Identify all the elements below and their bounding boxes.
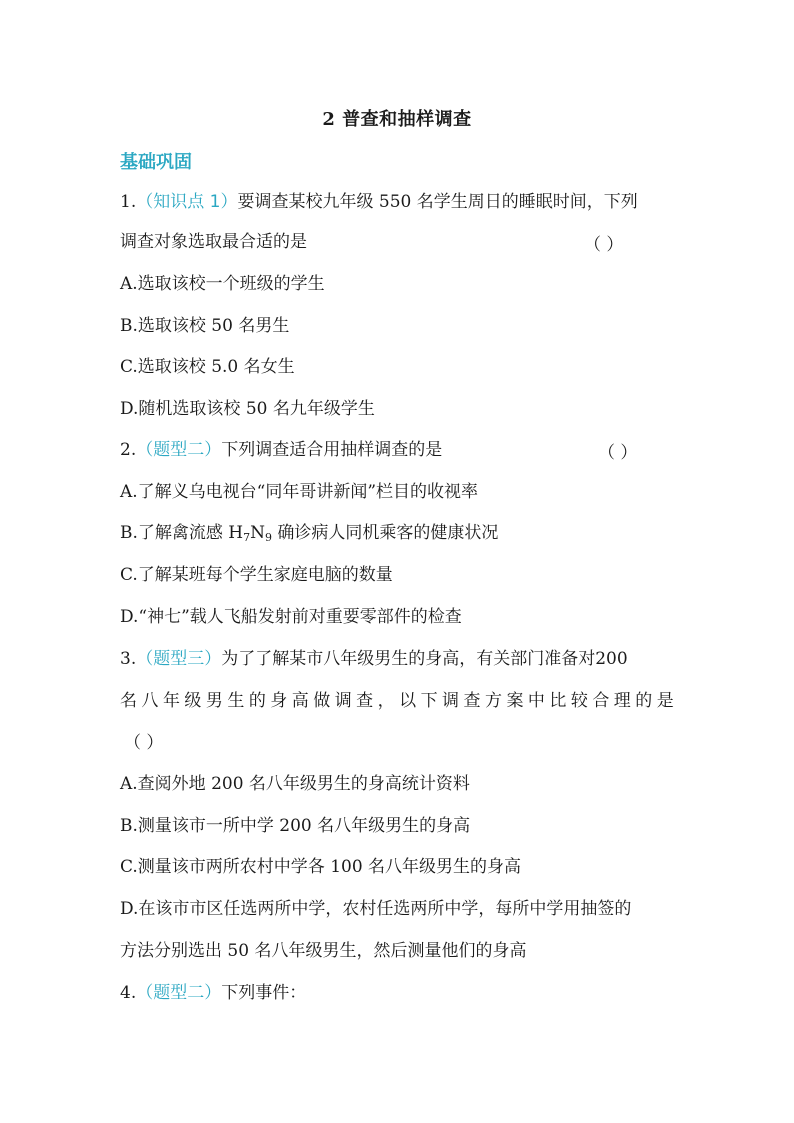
question-3-number: 3. [120,649,137,669]
question-3-option-a: A.查阅外地 200 名八年级男生的身高统计资料 [120,774,470,794]
question-3-line-2-char: 八 [141,691,159,711]
question-1-answer-paren: （ ） [584,235,624,255]
question-3-line-2-char: 案 [506,691,524,711]
question-2-option-c: C.了解某班每个学生家庭电脑的数量 [120,565,393,585]
question-3-line-2-char: 高 [291,691,309,711]
question-3-line-2-char: 下 [420,691,438,711]
question-3-line-2-char: 级 [184,691,202,711]
question-1-option-a: A.选取该校一个班级的学生 [120,274,325,294]
question-1-tag: （知识点 1） [136,192,238,212]
question-3-line-2-char: 年 [162,691,180,711]
question-2-text: 下列调查适合用抽样调查的是 [221,440,443,460]
question-2-tag: （题型二） [136,440,222,460]
question-3-line-2-char: 调 [334,691,352,711]
question-3-line-2-char: 查 [463,691,481,711]
question-2-number: 2. [120,440,137,460]
question-2-option-b-pre: B.了解禽流感 H [120,523,244,543]
question-2-option-b [120,521,680,545]
question-1-line-1 [120,190,680,214]
question-3-line-2-char: ， [377,691,395,711]
question-4-line [120,981,680,1005]
question-3-option-d-cont: 方法分别选出 50 名八年级男生，然后测量他们的身高 [120,941,527,961]
question-3-line-2-char: 身 [270,691,288,711]
question-3-line-2-char: 名 [120,691,137,711]
question-2-option-b-mid: N [250,523,266,543]
question-3-line-2-char: 理 [613,691,631,711]
question-3-line-2-char: 方 [484,691,502,711]
question-2-answer-paren: （ ） [598,443,638,463]
question-3-option-b: B.测量该市一所中学 200 名八年级男生的身高 [120,816,471,836]
question-1-text-cont: 调查对象选取最合适的是 [120,232,307,252]
question-1-option-b: B.选取该校 50 名男生 [120,316,290,336]
question-3-line-2-char: 男 [205,691,223,711]
question-3-answer-paren: （ ） [124,733,164,753]
question-4-text: 下列事件： [221,983,307,1003]
section-heading: 基础巩固 [120,152,192,173]
question-2-option-b-post: 确诊病人同机乘客的健康状况 [272,523,499,543]
question-1-option-d: D.随机选取该校 50 名九年级学生 [120,399,375,419]
question-3-line-2-char: 的 [635,691,653,711]
question-3-line-2-char: 是 [656,691,674,711]
question-3-text: 为了了解某市八年级男生的身高，有关部门准备对200 [221,649,628,669]
question-1-text: 要调查某校九年级 550 名学生周日的睡眠时间，下列 [237,192,638,212]
question-1-option-c: C.选取该校 5.0 名女生 [120,357,295,377]
question-3-line-2-char: 生 [227,691,245,711]
question-3-line-2-char: 做 [313,691,331,711]
question-2-line [120,438,680,462]
question-2-option-b-sub2: 9 [265,531,273,544]
question-3-option-c: C.测量该市两所农村中学各 100 名八年级男生的身高 [120,857,522,877]
question-1-number: 1. [120,192,137,212]
question-3-line-1 [120,647,680,671]
question-3-line-2-char: 的 [248,691,266,711]
question-3-line-2-char: 调 [442,691,460,711]
question-4-tag: （题型二） [136,983,222,1003]
question-3-line-2-char: 比 [549,691,567,711]
question-3-line-2-char: 合 [592,691,610,711]
question-2-option-d: D.“神七”载人飞船发射前对重要零部件的检查 [120,607,462,627]
question-2-option-a: A.了解义乌电视台“同年哥讲新闻”栏目的收视率 [120,482,479,502]
question-4-number: 4. [120,983,137,1003]
page-title: 2 普查和抽样调查 [322,109,472,130]
question-3-line-2-char: 查 [356,691,374,711]
question-3-tag: （题型三） [136,649,222,669]
question-3-line-2 [120,689,674,713]
question-3-line-2-char: 中 [527,691,545,711]
question-3-option-d: D.在该市市区任选两所中学，农村任选两所中学，每所中学用抽签的 [120,899,632,919]
question-2-option-b-sub1: 7 [243,531,251,544]
question-3-line-2-char: 较 [570,691,588,711]
question-3-line-2-char: 以 [399,691,417,711]
